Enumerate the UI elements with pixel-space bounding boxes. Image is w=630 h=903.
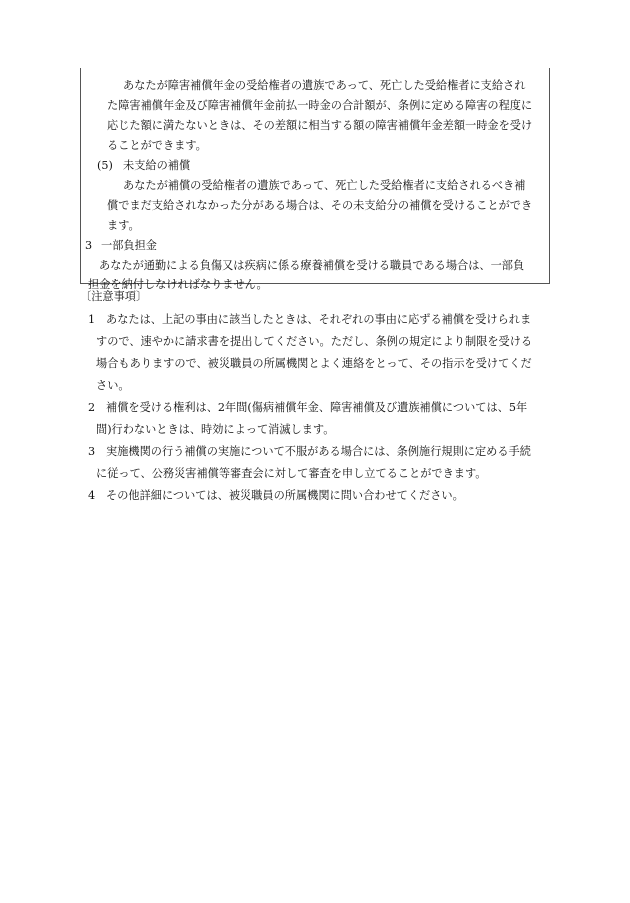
note3-line-2: に従って、公務災害補償等審査会に対して審査を申し立てることができます。 (96, 467, 487, 480)
note1-line-3: 場合もありますので、被災職員の所属機関とよく連絡をとって、その指示を受けてくだ (96, 357, 532, 370)
item4-line-2: た障害補償年金及び障害補償年金前払一時金の合計額が、条例に定める障害の程度に (107, 99, 533, 112)
note1-line-4: さい。 (96, 379, 130, 392)
note3-line-1: 実施機関の行う補償の実施について不服がある場合には、条例施行規則に定める手続 (106, 445, 531, 458)
item5-line-2: 償でまだ支給されなかった分がある場合は、その未支給分の補償を受けることができ (107, 199, 533, 212)
section3-title: 一部負担金 (101, 239, 157, 252)
note1-number: 1 (88, 313, 96, 326)
notes-title: 〔注意事項〕 (80, 290, 148, 303)
item4-line-3: 応じた額に満たないときは、その差額に相当する額の障害補償年金差額一時金を受け (107, 119, 533, 132)
item5-title: 未支給の補償 (123, 159, 191, 172)
bordered-section (80, 68, 550, 284)
note1-line-1: あなたは、上記の事由に該当したときは、それぞれの事由に応ずる補償を受けられま (106, 313, 532, 326)
item4-line-1: あなたが障害補償年金の受給権者の遺族であって、死亡した受給権者に支給され (123, 79, 526, 92)
note3-number: 3 (88, 445, 96, 458)
note4-number: 4 (88, 489, 96, 502)
item5-line-1: あなたが補償の受給権者の遺族であって、死亡した受給権者に支給されるべき補 (123, 179, 526, 192)
note4-line-1: その他詳細については、被災職員の所属機関に問い合わせてください。 (106, 489, 464, 502)
note1-line-2: すので、速やかに請求書を提出してください。ただし、条例の規定により制限を受ける (96, 335, 533, 348)
item5-number: (5) (97, 159, 113, 172)
note2-line-1: 補償を受ける権利は、2年間(傷病補償年金、障害補償及び遺族補償については、5年 (106, 401, 528, 414)
note2-number: 2 (88, 401, 96, 414)
item4-line-4: ることができます。 (107, 139, 207, 152)
section3-line-2: 担金を納付しなければなりません。 (88, 278, 268, 291)
section3-line-1: あなたが通勤による負傷又は疾病に係る療養補償を受ける職員である場合は、一部負 (99, 259, 525, 272)
section3-number: 3 (85, 239, 93, 252)
item5-line-3: ます。 (107, 219, 140, 232)
note2-line-2: 間)行わないときは、時効によって消滅します。 (96, 423, 335, 436)
